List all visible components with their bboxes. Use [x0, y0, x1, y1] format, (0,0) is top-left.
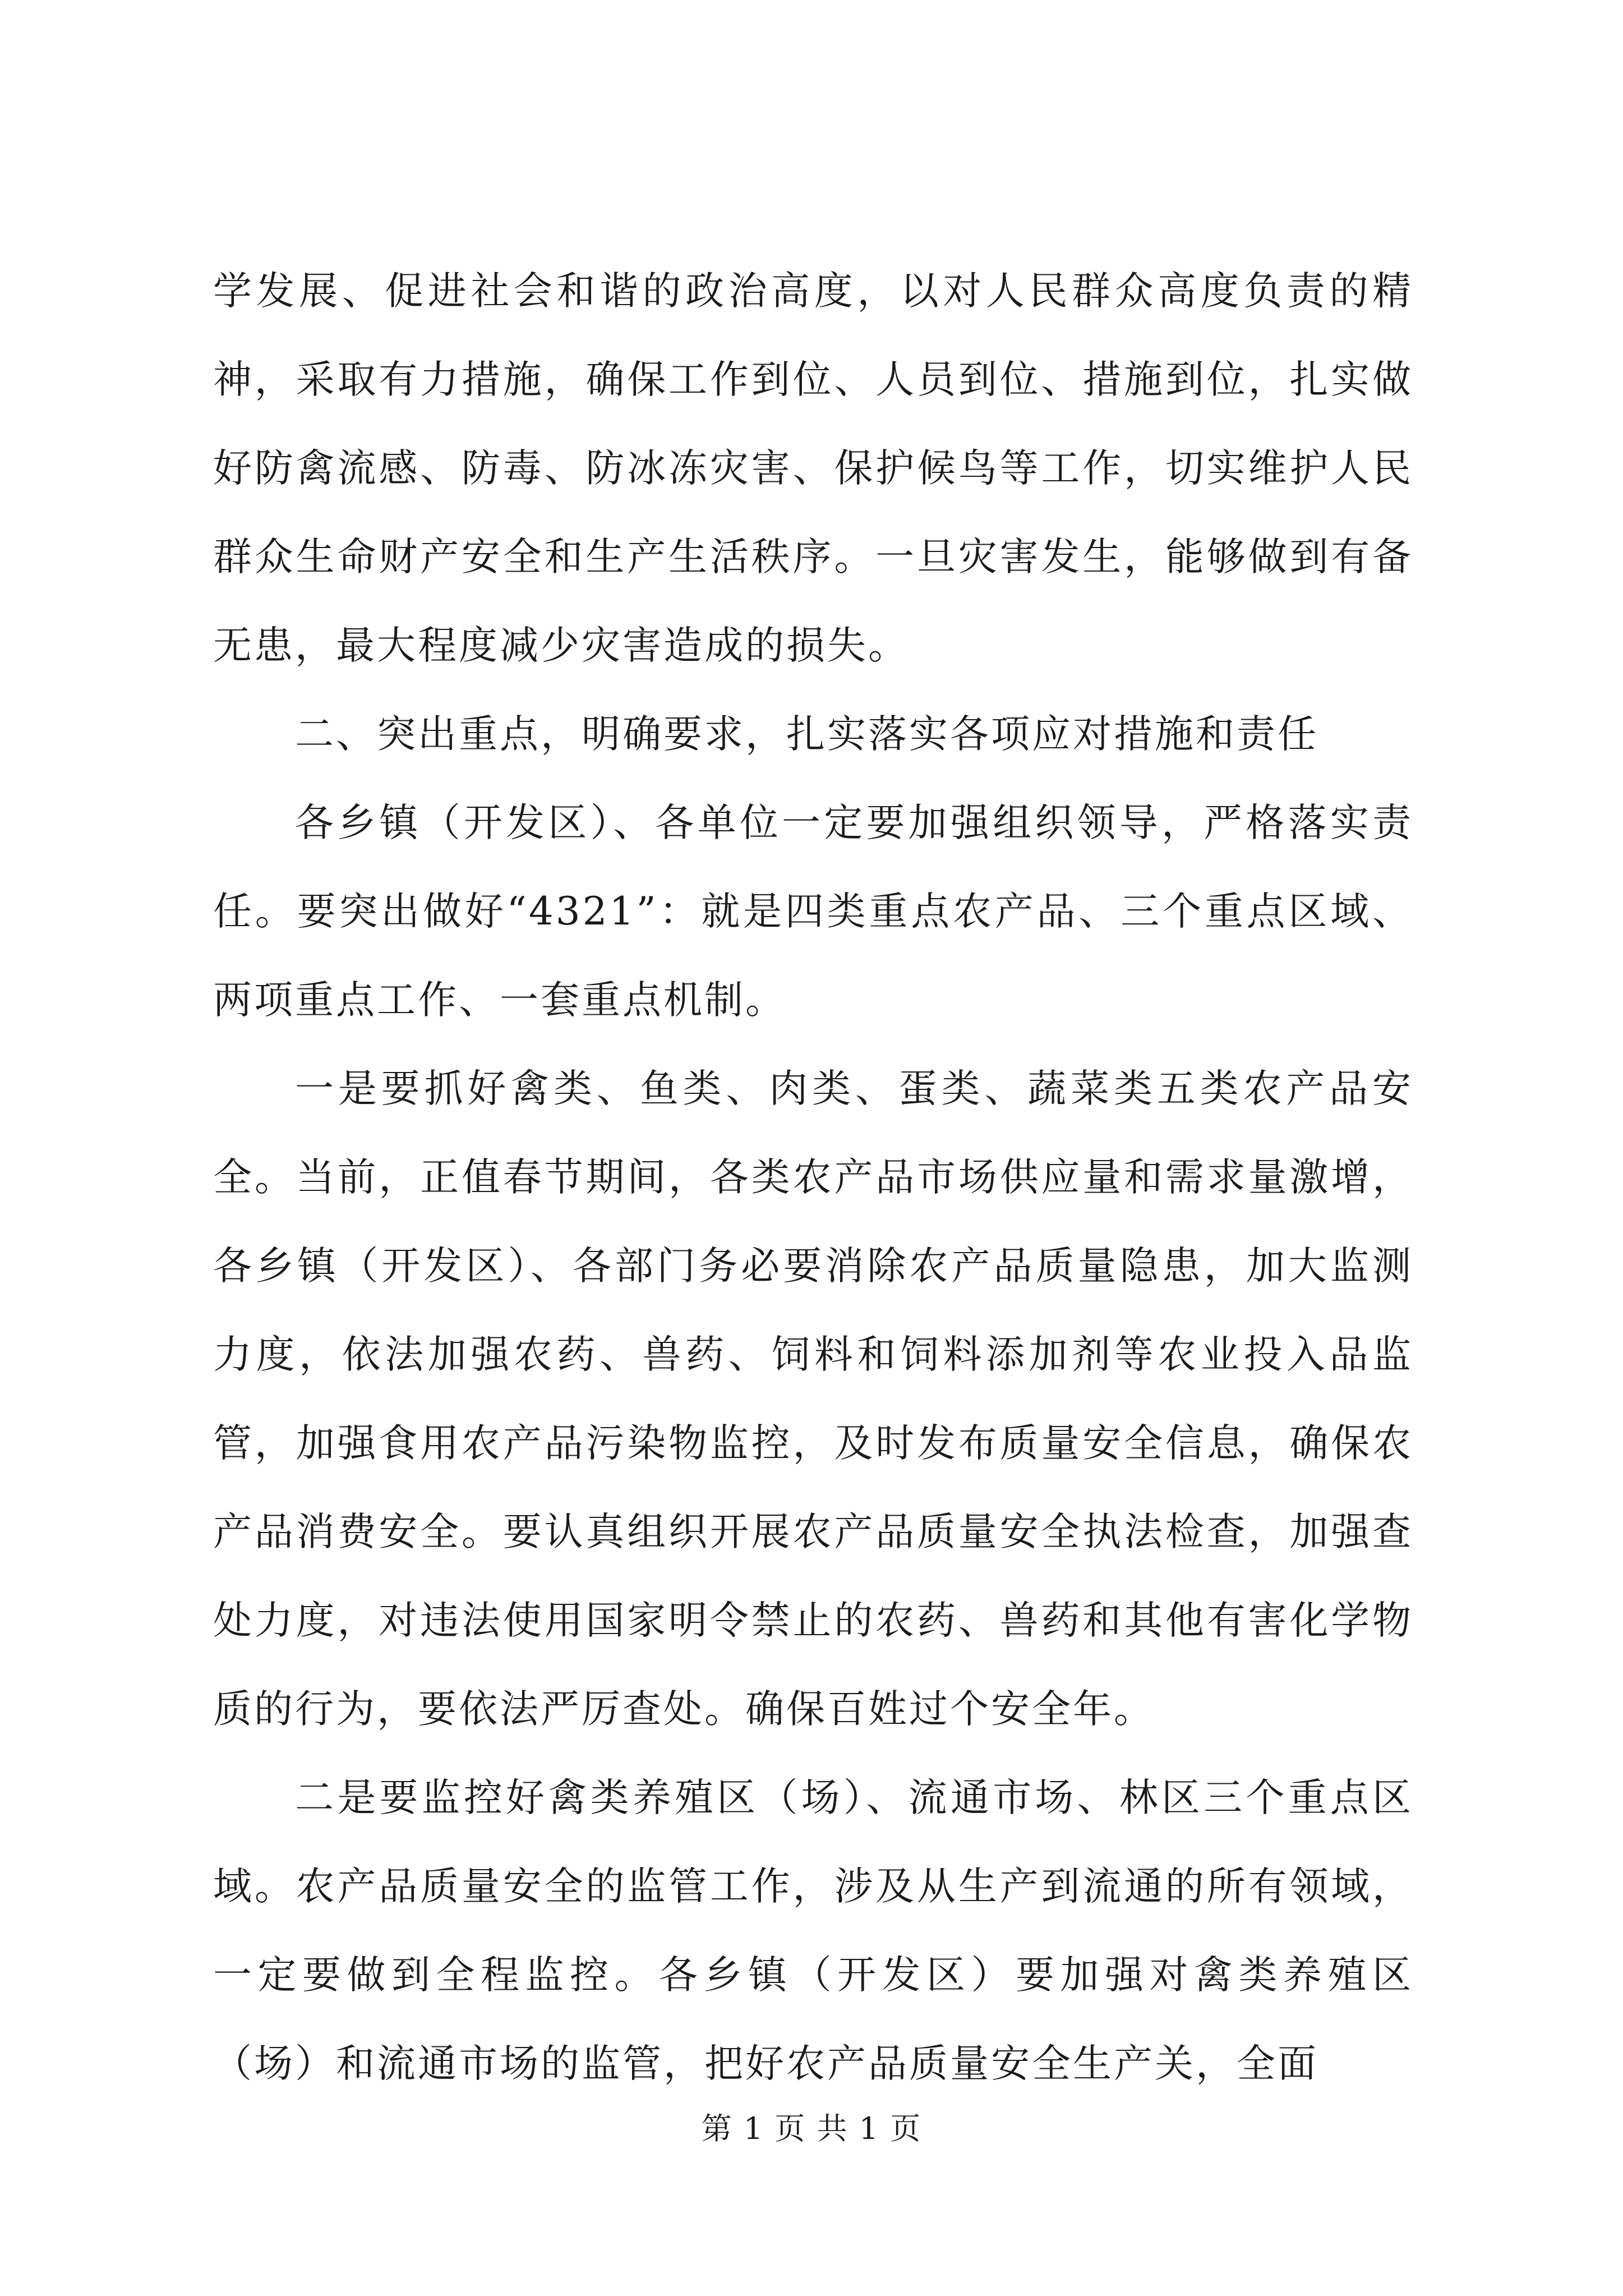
paragraph-point-two: 二是要监控好禽类养殖区（场）、流通市场、林区三个重点区域。农产品质量安全的监管工作，涉及从生产到流通的所有领域，一定要做到全程监控。各乡镇（开发区）要加强对禽类养殖区（场）和流通市场的监管，把好农产品质量安全生产关，全面 — [213, 1775, 1413, 2086]
section-heading-2: 二、突出重点，明确要求，扎实落实各项应对措施和责任 — [295, 712, 1318, 757]
paragraph-continuation: 学发展、促进社会和谐的政治高度，以对人民群众高度负责的精神，采取有力措施，确保工作到位、人员到位、措施到位，扎实做好防禽流感、防毒、防冰冻灾害、保护候鸟等工作，切实维护人民群众生命财产安全和生产生活秩序。一旦灾害发生，能够做到有备无患，最大程度减少灾害造成的损失。 — [213, 269, 1413, 668]
paragraph-point-one: 一是要抓好禽类、鱼类、肉类、蛋类、蔬菜类五类农产品安全。当前，正值春节期间，各类农产品市场供应量和需求量激增，各乡镇（开发区）、各部门务必要消除农产品质量隐患，加大监测力度，依法加强农药、兽药、饲料和饲料添加剂等农业投入品监管，加强食用农产品污染物监控，及时发布质量安全信息，确保农产品消费安全。要认真组织开展农产品质量安全执法检查，加强查处力度，对违法使用国家明令禁止的农药、兽药和其他有害化学物质的行为，要依法严厉查处。确保百姓过个安全年。 — [213, 1066, 1413, 1732]
paragraph-responsibility: 各乡镇（开发区）、各单位一定要加强组织领导，严格落实责任。要突出做好“4321”：就是四类重点农产品、三个重点区域、两项重点工作、一套重点机制。 — [213, 800, 1413, 1023]
page-footer: 第 1 页 共 1 页 — [701, 2111, 922, 2146]
document-body — [213, 247, 1413, 2108]
